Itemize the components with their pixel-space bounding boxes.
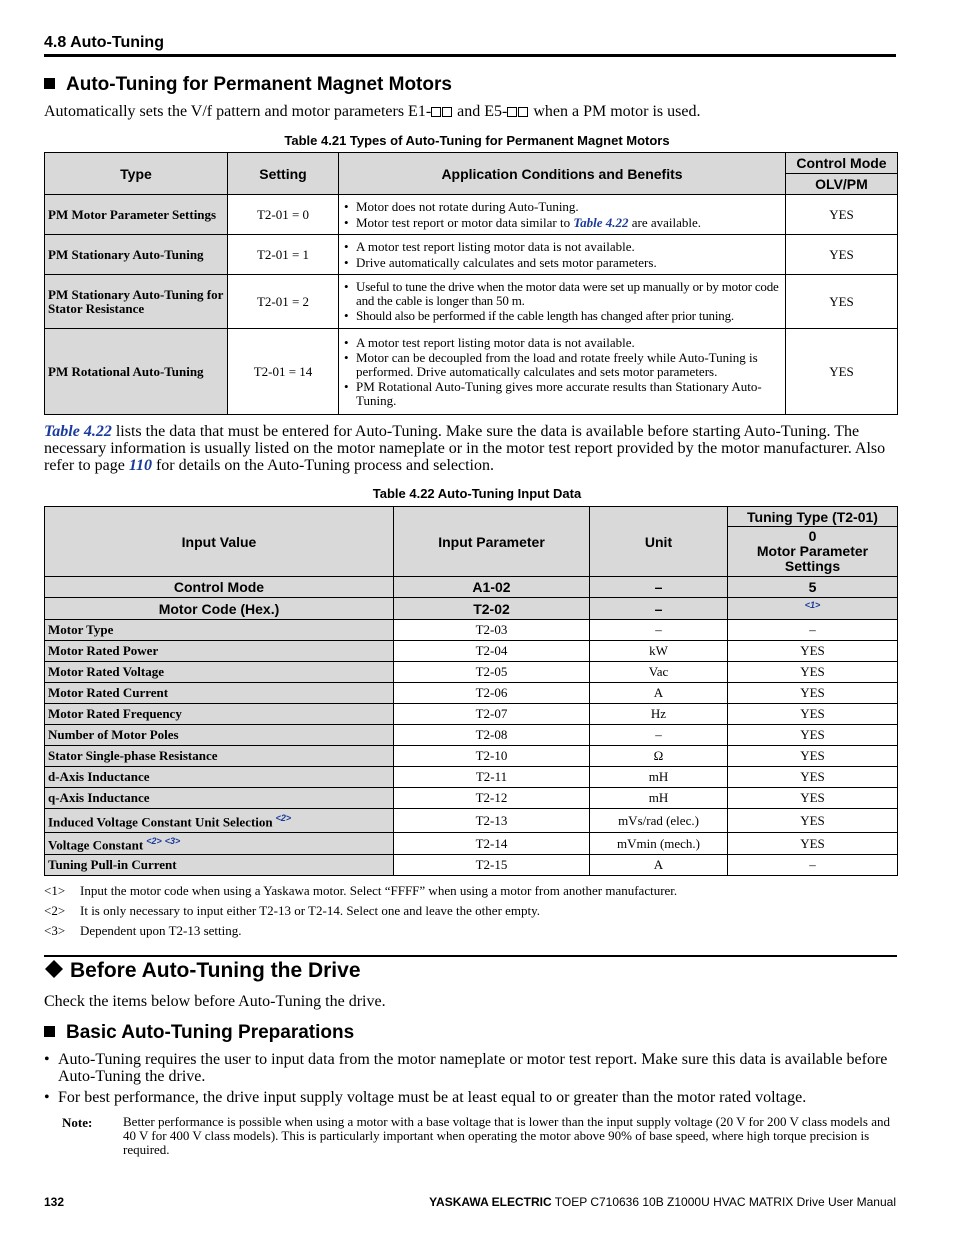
row-value: YES <box>728 725 898 746</box>
footnote-text: Input the motor code when using a Yaskawa motor. Select “FFFF” when using a motor from another manufacturer. <box>80 883 678 898</box>
table-row <box>45 275 898 329</box>
pm-intro-mid: and E5- <box>457 103 508 120</box>
basic-prep-heading-text: Basic Auto-Tuning Preparations <box>66 1022 355 1043</box>
table-row <box>45 704 898 725</box>
row-label: Stator Single-phase Resistance <box>45 746 394 767</box>
before-intro: Check the items below before Auto-Tuning the drive. <box>44 993 386 1010</box>
list-item <box>342 216 782 230</box>
pm-intro-prefix: Automatically sets the V/f pattern and motor parameters E1- <box>44 103 432 120</box>
row-param: T2-10 <box>394 746 590 767</box>
list-item: • Motor does not rotate during Auto-Tuning. <box>342 200 782 214</box>
bullet-icon: • <box>44 1051 50 1068</box>
row-setting: T2-01 = 0 <box>228 195 339 235</box>
row-param: A1-02 <box>394 577 590 598</box>
row-setting: T2-01 = 14 <box>228 329 339 415</box>
row-unit: Ω <box>590 746 728 767</box>
pm-heading-text: Auto-Tuning for Permanent Magnet Motors <box>66 74 452 95</box>
table-row <box>45 767 898 788</box>
row-unit: mH <box>590 767 728 788</box>
row-unit: – <box>590 725 728 746</box>
row-value: YES <box>728 833 898 855</box>
table-4-21-caption: Table 4.21 Types of Auto-Tuning for Permanent Magnet Motors <box>284 133 670 148</box>
col-type: Type <box>45 153 228 195</box>
table-row <box>45 329 898 415</box>
list-item: • Drive automatically calculates and sets motor parameters. <box>342 256 782 270</box>
list-item: • Useful to tune the drive when the motor data were set up manually or by motor code and the cable is longer than 50 m. <box>342 280 782 307</box>
row-unit: – <box>590 577 728 598</box>
row-value <box>728 598 898 620</box>
footnote-tag: <3> <box>44 923 66 938</box>
table-4-22 <box>44 506 898 876</box>
row-type: PM Stationary Auto-Tuning <box>45 235 228 275</box>
note-label: Note: <box>62 1115 93 1130</box>
table-row <box>45 788 898 809</box>
footnote-tag: <1> <box>44 883 66 898</box>
square-bullet-icon <box>44 1026 55 1037</box>
list-item <box>44 1089 900 1106</box>
row-label: Motor Rated Current <box>45 683 394 704</box>
col-input-value: Input Value <box>45 507 394 577</box>
row-param: T2-03 <box>394 620 590 641</box>
footnote <box>44 923 242 939</box>
row-setting: T2-01 = 2 <box>228 275 339 329</box>
basic-prep-heading <box>44 1022 354 1044</box>
placeholder-box-icon <box>442 107 452 117</box>
row-application <box>339 329 786 415</box>
table-row <box>45 620 898 641</box>
table-4-22-link[interactable]: Table 4.22 <box>573 214 629 230</box>
row-param: T2-06 <box>394 683 590 704</box>
table-row <box>45 683 898 704</box>
table-row <box>45 809 898 833</box>
row-unit: mVmin (mech.) <box>590 833 728 855</box>
placeholder-box-icon <box>507 107 517 117</box>
list-item: • A motor test report listing motor data is not available. <box>342 336 782 350</box>
row-param: T2-08 <box>394 725 590 746</box>
footer-doc-title: TOEP C710636 10B Z1000U HVAC MATRIX Drive User Manual <box>551 1195 896 1209</box>
bullet-text: are available. <box>628 214 702 230</box>
row-label: Motor Rated Power <box>45 641 394 662</box>
col-olv-pm: OLV/PM <box>786 174 898 195</box>
bullet-text: Motor test report or motor data similar to <box>356 214 574 230</box>
row-value: YES <box>786 329 898 415</box>
table-4-22-paragraph <box>44 423 900 474</box>
placeholder-box-icon <box>518 107 528 117</box>
section-header: 4.8 Auto-Tuning <box>44 34 164 51</box>
row-unit: kW <box>590 641 728 662</box>
table-4-22-link[interactable]: Table 4.22 <box>44 423 112 440</box>
row-value: YES <box>728 809 898 833</box>
pm-heading <box>44 74 452 96</box>
row-label: Motor Code (Hex.) <box>45 598 394 620</box>
list-item: • Should also be performed if the cable length has changed after prior tuning. <box>342 309 782 323</box>
row-value: YES <box>786 235 898 275</box>
pm-intro-suffix: when a PM motor is used. <box>533 103 701 120</box>
section-rule <box>44 955 897 957</box>
row-unit: Hz <box>590 704 728 725</box>
footnote-text: It is only necessary to input either T2-13 or T2-14. Select one and leave the other empty. <box>80 903 541 918</box>
row-value: YES <box>728 662 898 683</box>
footnote-2-link[interactable]: <2> <box>146 836 162 847</box>
footnote-tag: <2> <box>44 903 66 918</box>
motor-code-row <box>45 598 898 620</box>
row-application <box>339 235 786 275</box>
row-unit: mH <box>590 788 728 809</box>
list-item: • Motor can be decoupled from the load and rotate freely while Auto-Tuning is performed. Drive automatically calculates and sets motor parameters. <box>342 351 782 378</box>
row-label: Tuning Pull-in Current <box>45 855 394 876</box>
row-unit: A <box>590 855 728 876</box>
pm-intro <box>44 103 700 121</box>
row-unit: Vac <box>590 662 728 683</box>
row-label: Motor Rated Frequency <box>45 704 394 725</box>
row-label <box>45 833 394 855</box>
table-row <box>45 662 898 683</box>
row-value: – <box>728 855 898 876</box>
header-rule <box>44 54 896 57</box>
list-item <box>44 1051 900 1085</box>
table-row <box>45 833 898 855</box>
row-label-text: Induced Voltage Constant Unit Selection <box>48 814 273 830</box>
before-heading <box>44 959 361 983</box>
list-item: • PM Rotational Auto-Tuning gives more accurate results than Stationary Auto-Tuning. <box>342 380 782 407</box>
row-label: Motor Type <box>45 620 394 641</box>
row-label: q-Axis Inductance <box>45 788 394 809</box>
table-row <box>45 725 898 746</box>
placeholder-box-icon <box>431 107 441 117</box>
col-setting: Setting <box>228 153 339 195</box>
footnote-1-link[interactable]: <1> <box>804 600 821 611</box>
bullet-text: Auto-Tuning requires the user to input data from the motor nameplate or motor test report. Make sure this data is available before Auto-Tuning the drive. <box>58 1051 888 1085</box>
col-control-mode: Control Mode <box>786 153 898 174</box>
diamond-icon <box>44 959 64 979</box>
list-item: • A motor test report listing motor data is not available. <box>342 240 782 254</box>
before-heading-text: Before Auto-Tuning the Drive <box>70 959 361 982</box>
row-unit: – <box>590 598 728 620</box>
row-param: T2-02 <box>394 598 590 620</box>
col-motor-parameter-settings <box>728 527 898 577</box>
bullet-text: For best performance, the drive input supply voltage must be at least equal to or greater than the motor rated voltage. <box>58 1089 807 1106</box>
row-label: Number of Motor Poles <box>45 725 394 746</box>
row-value: YES <box>786 195 898 235</box>
tuning-type-name: Motor Parameter Settings <box>756 543 869 574</box>
footer-brand: YASKAWA ELECTRIC <box>429 1195 552 1209</box>
row-unit: – <box>590 620 728 641</box>
row-param: T2-14 <box>394 833 590 855</box>
row-value: YES <box>728 683 898 704</box>
footnote-3-link[interactable]: <3> <box>164 836 181 847</box>
row-param: T2-12 <box>394 788 590 809</box>
row-param: T2-04 <box>394 641 590 662</box>
table-row <box>45 746 898 767</box>
col-input-parameter: Input Parameter <box>394 507 590 577</box>
row-application <box>339 275 786 329</box>
row-value: 5 <box>728 577 898 598</box>
row-type: PM Motor Parameter Settings <box>45 195 228 235</box>
row-param: T2-07 <box>394 704 590 725</box>
table-row <box>45 235 898 275</box>
note-text: Better performance is possible when using a motor with a base voltage that is lower than the input supply voltage (20 V for 200 V class models and 40 V for 400 V class models). This is particularly important when operating the motor above 90% of base speed, where high torque precision is required. <box>123 1114 890 1157</box>
footnote-text: Dependent upon T2-13 setting. <box>80 923 242 938</box>
row-label: Motor Rated Voltage <box>45 662 394 683</box>
row-type: PM Rotational Auto-Tuning <box>45 329 228 415</box>
row-unit: mVs/rad (elec.) <box>590 809 728 833</box>
table-row <box>45 195 898 235</box>
row-param: T2-11 <box>394 767 590 788</box>
row-label: Control Mode <box>45 577 394 598</box>
page-number: 132 <box>44 1195 65 1209</box>
paragraph-text: for details on the Auto-Tuning process and selection. <box>151 457 494 474</box>
table-row <box>45 641 898 662</box>
table-4-22-caption: Table 4.22 Auto-Tuning Input Data <box>372 486 582 501</box>
row-value: YES <box>728 746 898 767</box>
row-application <box>339 195 786 235</box>
row-value: YES <box>728 767 898 788</box>
row-value: – <box>728 620 898 641</box>
row-label <box>45 809 394 833</box>
row-value: YES <box>786 275 898 329</box>
row-value: YES <box>728 641 898 662</box>
square-bullet-icon <box>44 78 55 89</box>
control-mode-row <box>45 577 898 598</box>
row-label-text: Voltage Constant <box>48 837 144 853</box>
row-param: T2-15 <box>394 855 590 876</box>
table-row <box>45 855 898 876</box>
row-param: T2-05 <box>394 662 590 683</box>
tuning-type-number: 0 <box>808 528 817 544</box>
row-param: T2-13 <box>394 809 590 833</box>
row-type: PM Stationary Auto-Tuning for Stator Resistance <box>45 275 228 329</box>
footnote <box>44 883 677 899</box>
paragraph-text: lists the data that must be entered for Auto-Tuning. Make sure the data is available before starting Auto-Tuning. The necessary information is usually listed on the motor nameplate or in the motor test report provided by the motor manufacturer. Also refer to page <box>44 423 886 474</box>
col-application: Application Conditions and Benefits <box>339 153 786 195</box>
footnote-2-link[interactable]: <2> <box>275 813 292 824</box>
col-tuning-type: Tuning Type (T2-01) <box>728 507 898 527</box>
row-value: YES <box>728 704 898 725</box>
bullet-icon: • <box>44 1089 50 1106</box>
row-setting: T2-01 = 1 <box>228 235 339 275</box>
row-unit: A <box>590 683 728 704</box>
page-110-link[interactable]: 110 <box>128 457 152 474</box>
row-value: YES <box>728 788 898 809</box>
col-unit: Unit <box>590 507 728 577</box>
row-label: d-Axis Inductance <box>45 767 394 788</box>
footnote <box>44 903 540 919</box>
table-4-21 <box>44 152 898 415</box>
footer-doc <box>429 1195 896 1209</box>
